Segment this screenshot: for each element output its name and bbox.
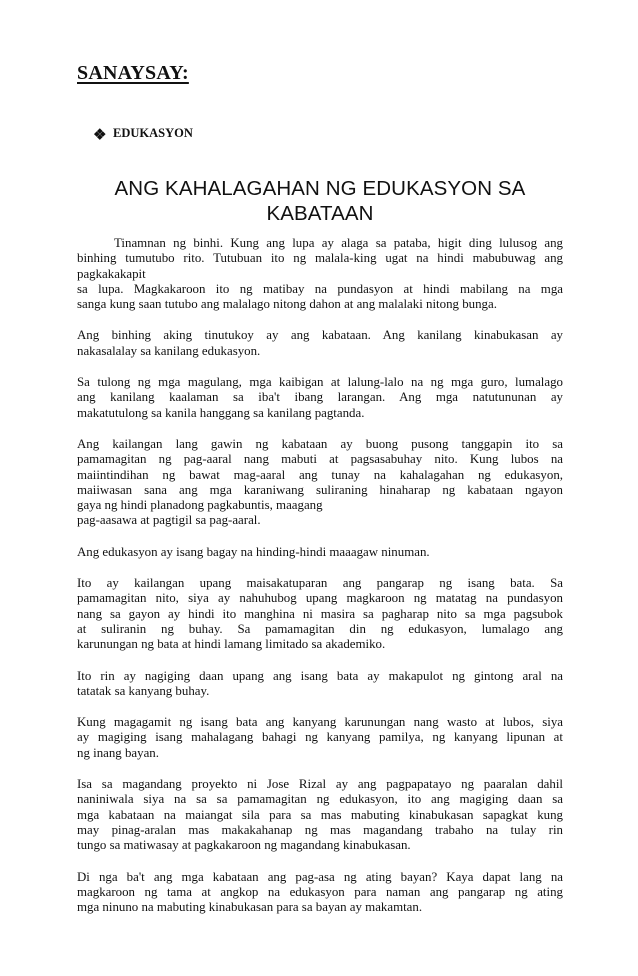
paragraph	[77, 669, 563, 700]
paragraph-line: pamamagitan nito, siya ay nahuhubog upang magkaroon ng matatag na pundasyon	[77, 591, 563, 606]
paragraph	[77, 375, 563, 421]
paragraph	[77, 870, 563, 916]
paragraph-line: may pinag-aralan mas makakahanap ng mas magandang trabaho na tulay rin	[77, 822, 563, 837]
paragraph-line: sa lupa. Magkakaroon ito ng matibay na pundasyon at hindi mabilang na mga	[77, 281, 563, 296]
paragraph-line: tatatak sa kanyang buhay.	[77, 683, 210, 698]
diamond-bullet-icon	[95, 129, 105, 139]
paragraph-line: maiiwasan sana ang mga karaniwang suliraning hinaharap ng kabataan ngayon	[77, 482, 563, 497]
paragraph-line: naniniwala siya na sa sa pamamagitan ng edukasyon, ito ang magiging daan sa	[77, 792, 563, 807]
paragraph-line: ng inang bayan.	[77, 745, 159, 760]
paragraph-line: Ang edukasyon ay isang bagay na hinding-hindi maaagaw ninuman.	[77, 544, 430, 559]
essay-title-line-2: KABATAAN	[266, 202, 374, 225]
paragraph-line: Ito ay kailangan upang maisakatuparan ang pangarap ng isang bata. Sa	[77, 576, 563, 591]
essay-title-line-1: ANG KAHALAGAHAN NG EDUKASYON SA	[114, 177, 526, 200]
paragraph	[77, 576, 563, 652]
paragraph	[77, 437, 563, 529]
paragraph-line: at suliranin ng buhay. Sa pamamagitan din ng edukasyon, lumalago ang	[77, 621, 563, 636]
paragraph-line: mga kabataan na maiangat sila para sa mas mabuting kinabukasan sapagkat kung	[77, 807, 563, 822]
paragraph-line: Ito rin ay nagiging daan upang ang isang bata ay makapulot ng gintong aral na	[77, 668, 563, 683]
essay-heading: SANAYSAY:	[77, 62, 189, 84]
paragraph-line: Kung magagamit ng isang bata ang kanyang karunungan nang wasto at lubos, siya	[77, 715, 563, 730]
paragraph-line: sanga kung saan tutubo ang malalago nitong dahon at ang malalaki nitong bunga.	[77, 297, 497, 312]
topic-label: EDUKASYON	[113, 126, 193, 140]
paragraph-line: magkaroon ng tama at angkop na edukasyon para naman ang pangarap ng ating	[77, 884, 563, 899]
paragraph	[77, 715, 563, 761]
paragraph-line: Isa sa magandang proyekto ni Jose Rizal ay ang pagpapatayo ng paaralan dahil	[77, 777, 563, 792]
topic-bullet	[95, 126, 193, 141]
paragraph-line: mga ninuno na mabuting kinabukasan para sa bayan ay makamtan.	[77, 900, 423, 915]
paragraph-line: pag-aasawa at pagtigil sa pag-aaral.	[77, 513, 261, 528]
paragraph-line: Ang binhing aking tinutukoy ay ang kabataan. Ang kanilang kinabukasan ay	[77, 328, 563, 343]
paragraph-line: Tinamnan ng binhi. Kung ang lupa ay alaga sa pataba, higit ding lulusog ang	[114, 236, 563, 250]
paragraph	[77, 236, 563, 312]
paragraph-line: nang sa gayon ay hindi ito manghina ni masira sa pagharap nito sa mga pagsubok	[77, 606, 563, 621]
paragraph	[77, 328, 563, 359]
paragraph-line: Di nga ba't ang mga kabataan ang pag-asa ng ating bayan? Kaya dapat lang na	[77, 869, 563, 884]
essay-body	[77, 236, 563, 931]
paragraph-line: maiintindihan ng bawat mag-aaral ang tunay na kahalagahan ng edukasyon,	[77, 467, 563, 482]
paragraph-line: tungo sa matiwasay at pagkakaroon ng magandang kinabukasan.	[77, 838, 411, 853]
paragraph-line: Ang kailangan lang gawin ng kabataan ay buong pusong tanggapin ito sa	[77, 436, 563, 451]
essay-title	[77, 176, 563, 226]
paragraph-line: binhing tumutubo rito. Tutubuan ito ng malala-king ugat na hindi mabubuwag ang	[77, 251, 563, 266]
paragraph	[77, 545, 563, 560]
paragraph-line: Sa tulong ng mga magulang, mga kaibigan at lalung-lalo na ng mga guro, lumalago	[77, 375, 563, 390]
paragraph-line: pamamagitan ng pag-aaral nang mabuti at pagsasabuhay nito. Kung lubos na	[77, 452, 563, 467]
paragraph	[77, 777, 563, 853]
paragraph-line: ay magiging isang mahalagang bahagi ng kanyang pamilya, ng kanyang lipunan at	[77, 730, 563, 745]
paragraph-line: pagkakakapit	[77, 266, 146, 281]
paragraph-line: nakasalalay sa kanilang edukasyon.	[77, 343, 261, 358]
paragraph-line: karunungan ng bata at hindi lamang limitado sa akademiko.	[77, 637, 386, 652]
paragraph-line: gaya ng hindi planadong pagkabuntis, maagang	[77, 498, 323, 513]
paragraph-line: makatutulong sa kanila hanggang sa kanilang pagtanda.	[77, 405, 365, 420]
paragraph-line: ang kanilang kaalaman sa iba't ibang larangan. Ang mga natutununan ay	[77, 390, 563, 405]
